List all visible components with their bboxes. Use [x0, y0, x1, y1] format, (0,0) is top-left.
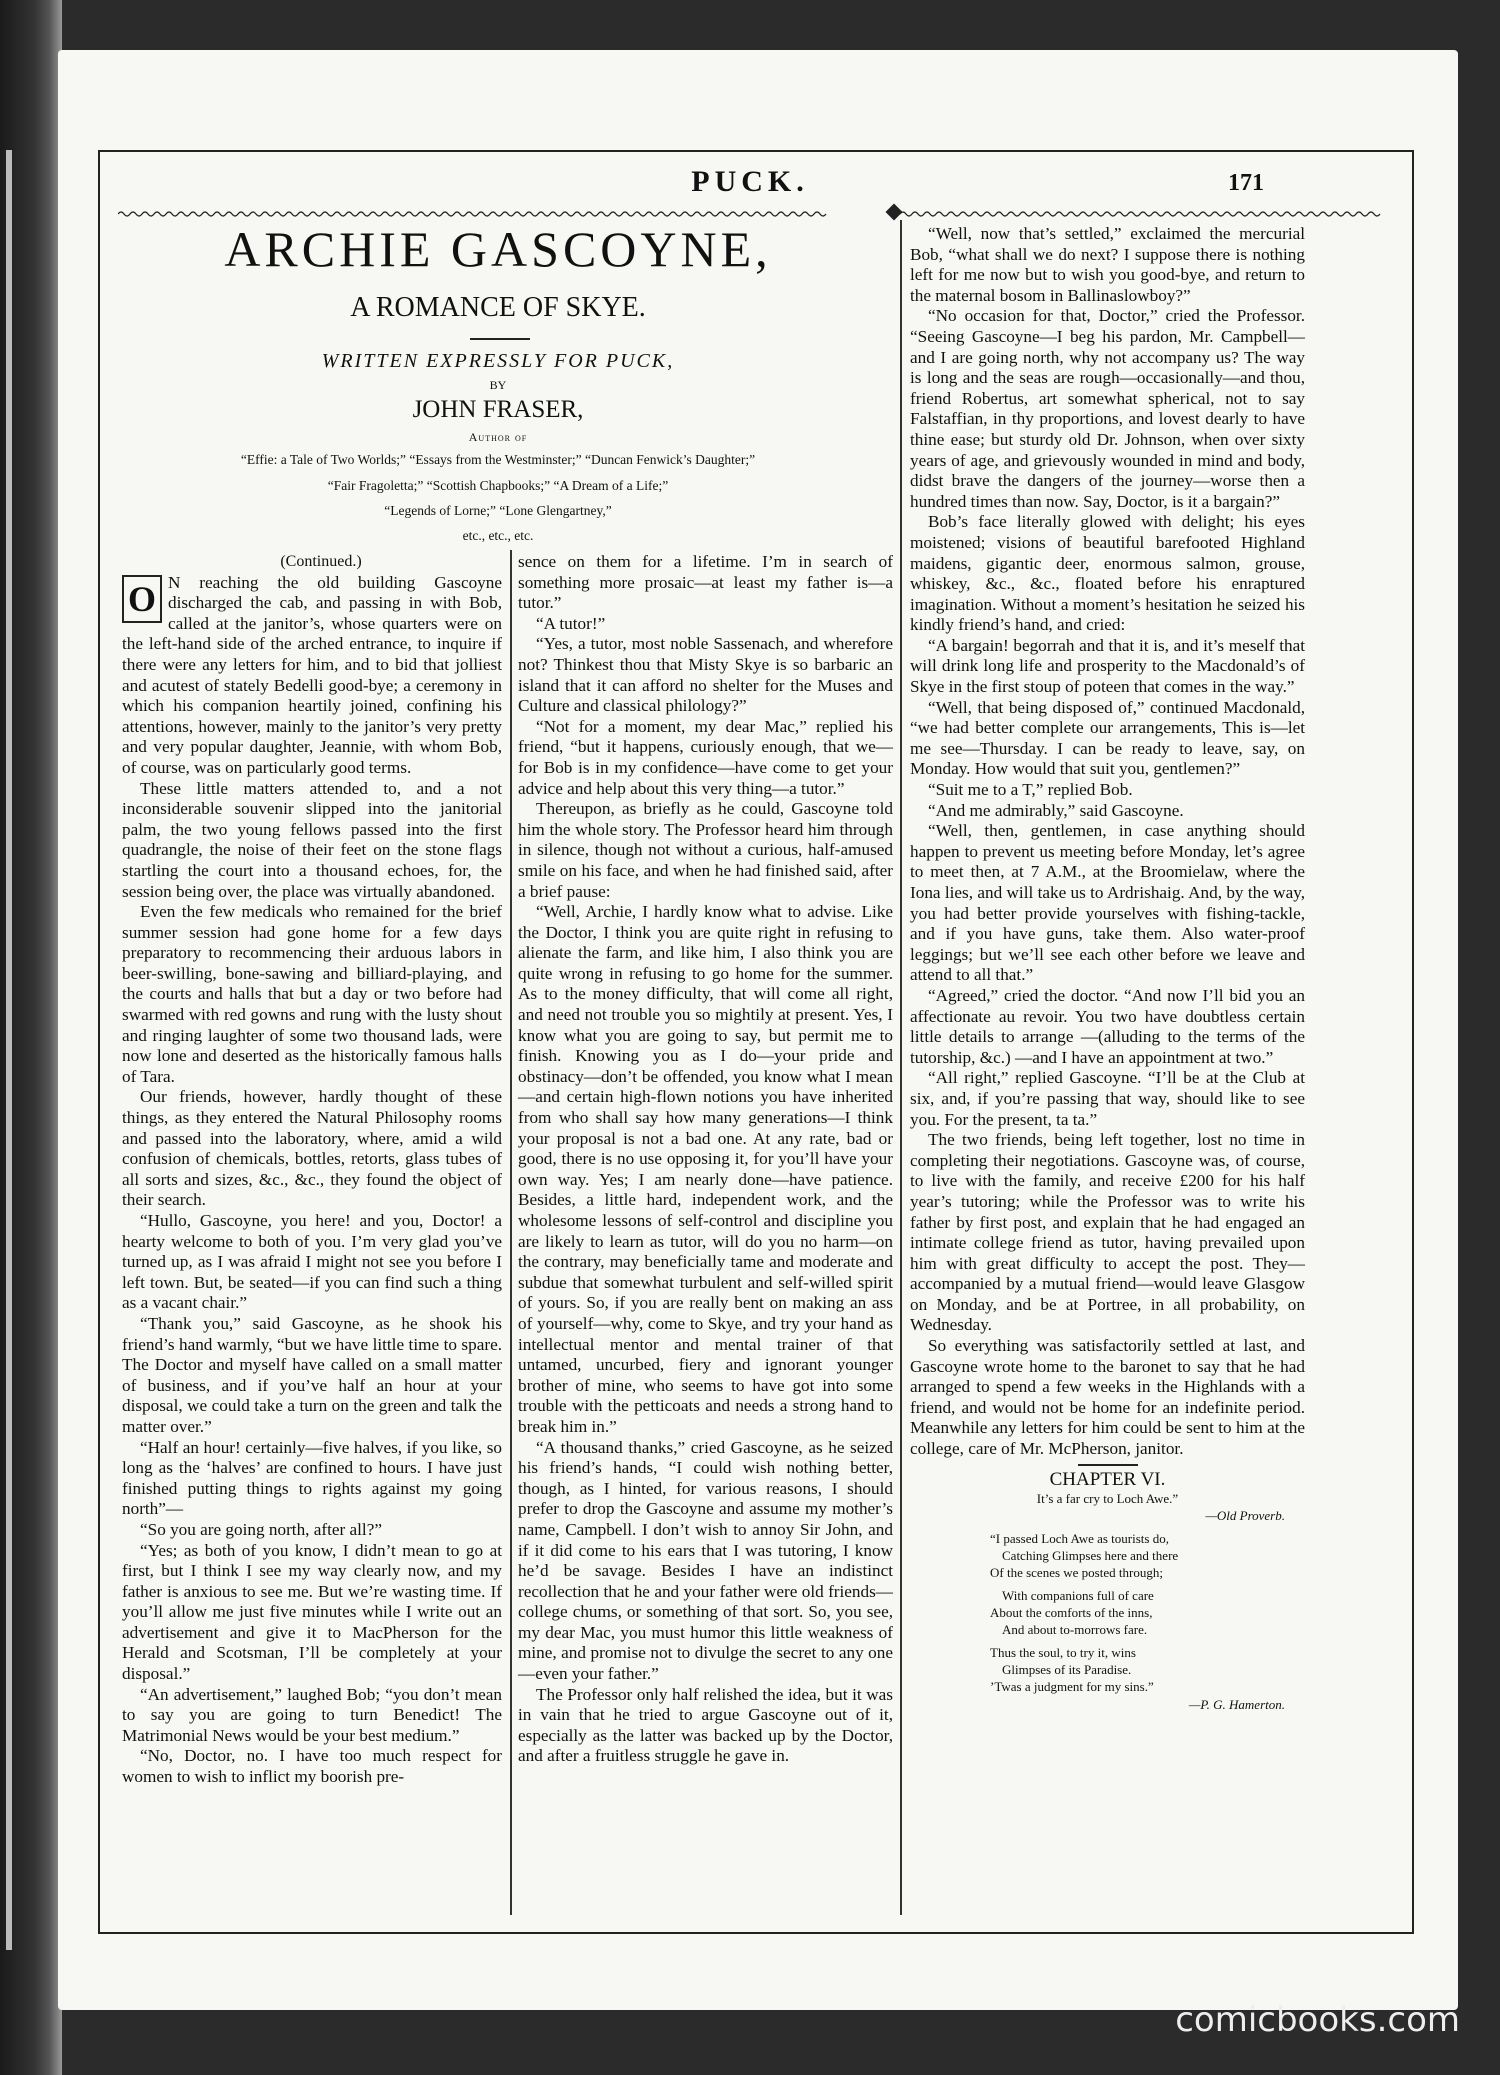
- author-of-line: Author of: [468, 430, 528, 444]
- drop-cap: O: [122, 575, 162, 623]
- prev-page-edge: [6, 150, 12, 1950]
- paragraph: “Half an hour! certainly—five halves, if you like, so long as the ‘halves’ are confined to hours. I have just finished putting things to rights against my going north”—: [122, 1437, 502, 1519]
- book-spine: [0, 0, 62, 2075]
- paragraph: “And me admirably,” said Gascoyne.: [928, 800, 1184, 820]
- poem-author: —P. G. Hamerton.: [1188, 1697, 1285, 1713]
- paragraph: sence on them for a lifetime. I’m in search of something more prosaic—at least my father is—a tutor.”: [518, 552, 893, 613]
- chapter-heading: CHAPTER VI.: [1049, 1468, 1166, 1490]
- works-line-3: “Legends of Lorne;” “Lone Glengartney,”: [384, 503, 612, 518]
- paragraph: Bob’s face literally glowed with delight; his eyes moistened; visions of beautiful barefooted Highland maidens, gigantic deer, enormous salmon, grouse, whiskey, &c., &c., floated before his enraptured imagination. Without a moment’s hesitation he seized his kindly friend’s hand, and cried:: [910, 512, 1305, 635]
- site-watermark: comicbooks.com: [1175, 2000, 1460, 2040]
- works-line-2: “Fair Fragoletta;” “Scottish Chapbooks;” “A Dream of a Life;”: [327, 478, 669, 493]
- works-line-1: “Effie: a Tale of Two Worlds;” “Essays from the Westminster;” “Duncan Fenwick’s Daughter;”: [240, 452, 756, 467]
- chapter-rule: [1078, 1464, 1138, 1466]
- article-subtitle: A ROMANCE OF SKYE.: [350, 292, 646, 323]
- paragraph: Our friends, however, hardly thought of these things, as they entered the Natural Philosophy rooms and passed into the laboratory, where, amid a wild confusion of chemicals, bottles, retorts, glass tubes of all sorts and sizes, &c., &c., they found the object of their search.: [122, 1087, 502, 1210]
- paragraph: “No occasion for that, Doctor,” cried the Professor. “Seeing Gascoyne—I beg his pardon, Mr. Campbell—and I are going north, why not accompany us? The way is long and the seas are rough—occasionally—and thou, friend Robertus, art somewhat spherical, not to say Falstaffian, in thy proportions, and lovest dearly to have thine ease; but sturdy old Dr. Johnson, when over sixty years of age, and grievously wounded in mind and body, didst brave the dangers of the journey—worse then a hundred times than now. Say, Doctor, is it a bargain?”: [910, 306, 1305, 511]
- epigraph: It’s a far cry to Loch Awe.”: [1036, 1491, 1179, 1507]
- author-name: JOHN FRASER,: [412, 396, 584, 423]
- column-2: [518, 552, 893, 1767]
- poem-line: ’Twas a judgment for my sins.”: [990, 1679, 1154, 1695]
- poem-line: Glimpses of its Paradise.: [1002, 1662, 1132, 1678]
- paragraph: So everything was satisfactorily settled at last, and Gascoyne wrote home to the baronet to say that he had arranged to spend a few weeks in the Highlands with a friend, and would not be home for an indefinite period. Meanwhile any letters for him could be sent to him at the college, care of Mr. McPherson, janitor.: [910, 1336, 1305, 1459]
- paragraph: “Agreed,” cried the doctor. “And now I’ll bid you an affectionate au revoir. You two have doubtless certain little details to arrange —(alluding to the terms of the tutorship, &c.) —and I have an appointment at two.”: [910, 985, 1305, 1067]
- poem-line: Of the scenes we posted through;: [990, 1565, 1163, 1581]
- paragraph: Thereupon, as briefly as he could, Gascoyne told him the whole story. The Professor heard him through in silence, though not without a curious, half-amused smile on his face, and when he had finished said, after a brief pause:: [518, 799, 893, 901]
- paragraph: “An advertisement,” laughed Bob; “you don’t mean to say you are going to turn Benedict! The Matrimonial News would be your best medium.”: [122, 1684, 502, 1745]
- paragraph: “So you are going north, after all?”: [140, 1519, 382, 1539]
- paragraph: “Well, Archie, I hardly know what to advise. Like the Doctor, I think you are quite right in refusing to alienate the farm, and like him, I also think you are quite wrong in refusing to go home for the summer. As to the money difficulty, that will come all right, and need not trouble you so mightily at present. Yes, I know what you are going to say, but permit me to finish. Knowing you as I do—your pride and obstinacy—don’t be offended, you know what I mean—and certain high-flown notions you have inherited from who shall say how many generations—I think your proposal is not a bad one. At any rate, bad or good, there is no use opposing it, for you’ll have your own way. Yes; I am nearly done—have patience. Besides, a little hard, independent work, and the wholesome lessons of self-control and discipline you are likely to learn as tutor, will do you no harm—on the contrary, may beneficially tame and moderate and subdue that somewhat turbulent and self-willed spirit of yours. So, if you are really bent on making an ass of yourself—why, come to Skye, and try your hand as intellectual mentor and mental trainer of that untamed, uncurbed, fiery and ignorant younger brother of mine, who seems to have got into some trouble with the petticoats and needs a strong hand to break him in.”: [518, 902, 893, 1436]
- paragraph: “Yes, a tutor, most noble Sassenach, and wherefore not? Thinkest thou that Misty Skye is so barbaric an island that it can afford no shelter for the Muses and Culture and classical philology?”: [518, 634, 893, 716]
- paragraph: “Thank you,” said Gascoyne, as he shook his friend’s hand warmly, “but we have little time to spare. The Doctor and myself have called on a small matter of business, and if you’ve half an hour at your disposal, we could take a turn on the green and talk the matter over.”: [122, 1313, 502, 1436]
- paragraph: The two friends, being left together, lost no time in completing their negotiations. Gascoyne was, of course, to live with the family, and receive £200 for his half year’s tutoring; while the Professor was to write his father by first post, and explain that he had engaged an intimate college friend as tutor, having prevailed upon him with great difficulty to accept the post. They—accompanied by a mutual friend—would leave Glasgow on Monday, and be at Portree, in all probability, on Wednesday.: [910, 1130, 1305, 1335]
- paragraph: “Well, now that’s settled,” exclaimed the mercurial Bob, “what shall we do next? I suppose there is nothing left for me now but to wish you good-bye, and return to the maternal bosom in Ballinaslowboy?”: [910, 224, 1305, 305]
- paragraph: These little matters attended to, and a not inconsiderable souvenir slipped into the janitorial palm, the two young fellows passed into the first quadrangle, the noise of their feet on the stone flags startling the court into a thousand echoes, for, the session being over, the place was virtually abandoned.: [122, 778, 502, 901]
- paragraph: “Not for a moment, my dear Mac,” replied his friend, “but it happens, curiously enough, that we—for Bob is in my confidence—have come to get your advice and help about this very thing—a tutor.”: [518, 716, 893, 798]
- continued-label: (Continued.): [280, 553, 362, 570]
- paragraph: “All right,” replied Gascoyne. “I’ll be at the Club at six, and, if you’re passing that way, should like to see you. For the present, ta ta.”: [910, 1068, 1305, 1129]
- poem-line: About the comforts of the inns,: [990, 1605, 1153, 1621]
- paragraph: “No, Doctor, no. I have too much respect for women to wish to inflict my boorish pre-: [122, 1746, 502, 1787]
- by-line: BY: [489, 378, 507, 392]
- header-rule-right: [900, 210, 1390, 218]
- written-for-line: WRITTEN EXPRESSLY FOR PUCK,: [321, 350, 675, 372]
- paragraph: “Suit me to a T,” replied Bob.: [928, 780, 1133, 800]
- poem: [910, 1530, 1305, 1695]
- header-rule-left: [118, 210, 898, 218]
- column-rule-2: [900, 220, 902, 1915]
- poem-line: Thus the soul, to try it, wins: [990, 1645, 1136, 1661]
- paragraph: “Yes; as both of you know, I didn’t mean to go at first, but I think I see my way clearly now, and my father is anxious to see me. But we’re wasting time. If you’ll allow me just five minutes while I write out an advertisement and give it to MacPherson for the Herald and Scotsman, I’ll be completely at your disposal.”: [122, 1540, 502, 1684]
- poem-line: Catching Glimpses here and there: [1002, 1548, 1179, 1564]
- paragraph: “Well, that being disposed of,” continued Macdonald, “we had better complete our arrangements, This is—let me see—Thursday. I can be ready to leave, say, on Monday. How would that suit you, gentlemen?”: [910, 697, 1305, 779]
- column-rule-1: [510, 550, 512, 1915]
- running-head: PUCK.: [691, 165, 809, 198]
- paragraph: “A tutor!”: [536, 613, 606, 633]
- works-line-4: etc., etc., etc.: [462, 528, 534, 543]
- poem-line: With companions full of care: [1002, 1588, 1154, 1604]
- paragraph: The Professor only half relished the idea, but it was in vain that he tried to argue Gascoyne out of it, especially as the latter was backed up by the Doctor, and after a fruitless struggle he gave in.: [518, 1684, 893, 1766]
- paragraph: “Well, then, gentlemen, in case anything should happen to prevent us meeting before Monday, let’s agree to meet then, at 7 A.M., at the Broomielaw, where the Iona lies, and will take us to Ardrishaig. And, by the way, you had better provide yourselves with fishing-tackle, and if you have guns, take them. Also water-proof leggings; but we’ll see each other before we leave and attend to all that.”: [910, 821, 1305, 985]
- epigraph-source: —Old Proverb.: [1205, 1508, 1285, 1524]
- paragraph: “Hullo, Gascoyne, you here! and you, Doctor! a hearty welcome to both of you. I’m very glad you’ve turned up, as I was afraid I might not see you before I left town. But, be seated—if you can find such a thing as a vacant chair.”: [122, 1211, 502, 1313]
- paragraph: Even the few medicals who remained for the brief summer session had gone home for a few days preparatory to recommencing their arduous labors in beer-swilling, bone-sawing and billiard-playing, and the courts and halls that but a day or two before had swarmed with red gowns and rung with the lusty shout and ringing laughter of some two thousand lads, were now lone and deserted as the historically famous halls of Tara.: [122, 902, 502, 1086]
- title-rule: [470, 338, 530, 340]
- column-3: [910, 224, 1305, 1716]
- article-title: ARCHIE GASCOYNE,: [224, 221, 772, 277]
- page-number: 171: [1228, 170, 1264, 196]
- paragraph: “A thousand thanks,” cried Gascoyne, as he seized his friend’s hands, “I could wish nothing better, though, as I hinted, for various reasons, I should prefer to drop the Gascoyne and assume my mother’s name, Campbell. I don’t wish to annoy Sir John, and if it did come to his ears that I was tutoring, I know he’d be savage. Besides I have an indistinct recollection that he and your father were old friends—college chums, or something of that sort. So, you see, my dear Mac, you must humor this little weakness of mine, and promise not to divulge the secret to any one—even your father.”: [518, 1437, 893, 1684]
- poem-line: “I passed Loch Awe as tourists do,: [990, 1531, 1169, 1547]
- paragraph: “A bargain! begorrah and that it is, and it’s meself that will drink long life and prosperity to the Macdonald’s of Skye in the first stoup of poteen that comes in the way.”: [910, 635, 1305, 697]
- column-1: [122, 552, 502, 1788]
- paragraph: O N reaching the old building Gascoyne discharged the cab, and passing in with Bob, called at the janitor’s, whose quarters were on the left-hand side of the arched entrance, to inquire if there were any letters for him, and to bid that jolliest and acutest of stately Bedelli good-bye; a ceremony in which his companion heartily joined, confining his attentions, however, mainly to the janitor’s very pretty and very popular daughter, Jeannie, with whom Bob, of course, was on particularly good terms.: [122, 572, 502, 777]
- poem-line: And about to-morrows fare.: [1002, 1622, 1148, 1638]
